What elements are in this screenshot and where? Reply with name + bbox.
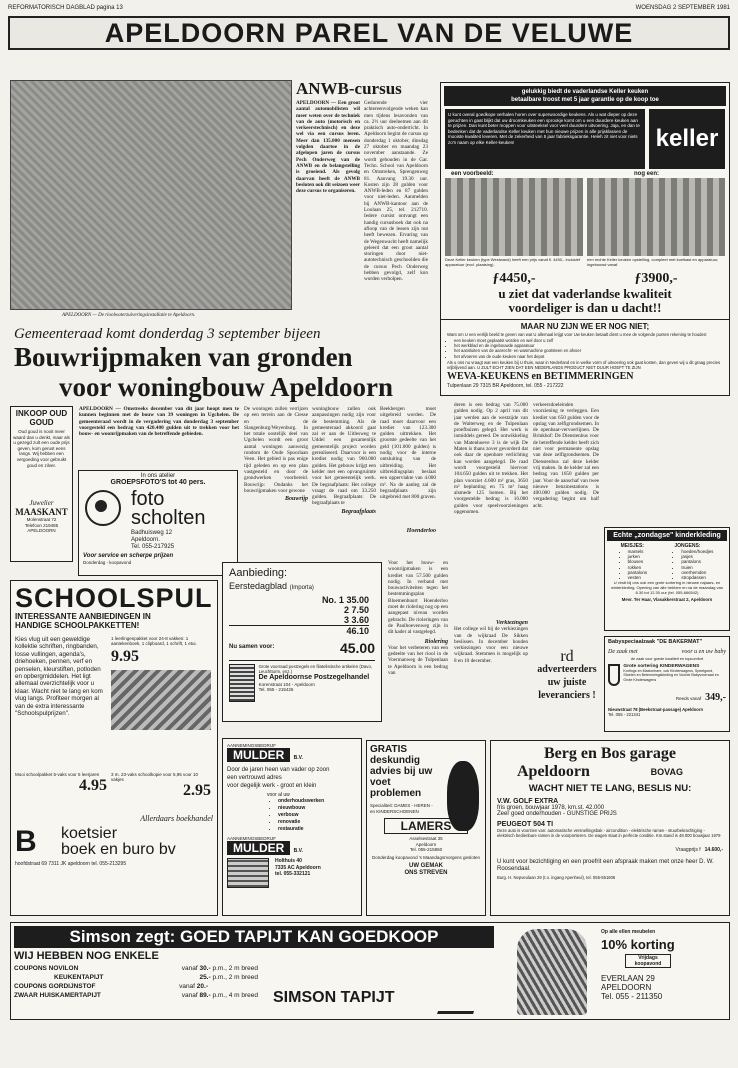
article-col2 — [244, 406, 308, 578]
echte-item: • pantalons — [681, 559, 713, 564]
postzegel-subtitle — [229, 581, 375, 591]
mulder-logo-2 — [227, 841, 357, 855]
keller-intro: U kunt overal goedkope verhalen horen over superwoordige keukens. Als u wat dieper op deze geruchten in gaat blijkt dat uw droomkeuken een sprookje komt om u een duurdere keuken aan te prijzen. Dan kunt beter moppen voor uitsteeksel voor veel duurdere uitvoering. Jaja, en dan te bedenken dat de vaderlandse Keller keuken met hun nieuwe prijzen in alle prijsklassen de mooiste kwaliteit leveren. Met de zekerheid van 5 jaar fabrieksgarantie. Heleh zit niet voor niets zo'n naam op elke Keller-keuken! — [445, 109, 645, 169]
postzegel-subtitle-text: Eerstedagblad — [229, 581, 288, 591]
foto-top: In ons atelier — [140, 473, 176, 479]
simson-sub: WIJ HEBBEN NOG ENKELE — [14, 950, 159, 962]
foto-scholten-advert — [78, 470, 238, 576]
echte-title: Echte „zondagse" kinderkleding — [607, 530, 727, 541]
keller-bullet: • het aansluiten van de aanrecht- en wasmachine gootsteen en afvoer — [454, 348, 723, 353]
postzegel-row — [229, 625, 369, 636]
lamers-footer1: UW GEMAK — [409, 863, 443, 869]
simson-brand: SIMSON TAPIJT — [273, 989, 395, 1006]
keller-company: WEVA-KEUKENS en BETIMMERINGEN — [447, 370, 634, 382]
berg-car2-text: Deze auto is voorzien van: automatische versnellingsbak - aircondition - elektrische ramen - stuurbekrachtiging - elektrisch bedienbare ramen in de voorportieren. De wagen staat in perfecte conditie. Km.stand is 48.000 bouwjaar 1979 — [497, 828, 721, 838]
lamers-addr2: Apeldoorn — [415, 841, 437, 847]
lamers-addr1: Asselsestraat 35 — [409, 836, 443, 841]
berg-title1: Berg en Bos garage — [544, 745, 676, 762]
inkoop-name: MAASKANT — [15, 507, 68, 517]
mulder-list — [271, 798, 357, 833]
footprint-icon — [447, 761, 479, 831]
row-price: 7.50 — [351, 605, 369, 615]
article-col5-text: deren is een bedrag van 75.000 gulden nodig. Op 2 april van dit jaar werden aan de westzijde van de Walterweg en de Tulpenlaan proefbuizen gelegd. Het werk is inmiddels gereed. De ontwikkeling van Matenhoeve 3 is de wijk De Maten is thans zover gevorderd dat ook daar de openbare verlichting kan worden aangelegd. De raad wordt voorgesteld hiervoor 104.650 gulden uit te trekken. Het plan voorziet 4.600 m² gras, 3650 m² beplanting en 75 m² haag alsmede 125 bomen. Bij het voorgestelde bedrag is 16.000 gulden voor speelvoorzieningen opgenomen. — [454, 402, 528, 516]
armchair-image — [517, 929, 587, 1015]
advert-line4: leveranciers ! — [538, 690, 596, 701]
berg-title2: Apeldoorn — [517, 763, 590, 780]
foto-addr1: Badhuisweg 12 — [131, 530, 173, 536]
postzegel-title: Aanbieding: — [229, 567, 288, 579]
keller-head2: betaalbare troost met 5 jaar garantie op de koop toe — [511, 97, 659, 103]
bakermat-promo-sub: Kortings en Maxionhare, ook Kinderwagens, Speelgoed, Stoelen en Betemmingskleding en Voorde Babyvoorraad en Grote Kinderwagens — [623, 669, 719, 682]
anwb-title: ANWB-cursus — [296, 79, 402, 98]
mulder-logo — [227, 748, 357, 762]
subhead-bouwrijp: Bouwrijp — [284, 496, 308, 503]
row-price: 35.00 — [346, 595, 369, 605]
school-company1: koetsier — [61, 825, 118, 843]
simson-row-price: 20.- — [196, 983, 208, 990]
article-col2-text: De woningen zullen verrijzen op een terrein aan de Ciesse en de Slangenburg/Weyenburg. In het totale oostelijk deel van Ugchelen wordt een groot aantal woningen aanwezig rondom de Oude Spoorlaan Veen. Het gebied is pas enige tijd geleden en op een plan vastgesteld en door de grondwerken voorbereid. Bouwrijp: Ondanks het bouwrijpmaken voor gewone — [244, 406, 308, 494]
echte-item: • jurken — [628, 554, 648, 559]
echte-item: • vesten — [628, 575, 648, 580]
header-right: WOENSDAG 2 SEPTEMBER 1981 — [635, 5, 730, 11]
berg-footer1: U kunt voor bezichtiging en een proefrit een afspraak maken met onze heer D. W. Roosendaal. — [497, 859, 714, 872]
keller-bullet: • het afvoeren van de oude keuken naar het depot — [454, 354, 723, 359]
simson-row — [14, 982, 258, 991]
article-lead: APELDOORN — Omstreeks december van dit jaar hoopt men te kunnen beginnen met de bouw van 39 woningen in Ugchelen. De gemeenteraad wordt in de vergadering van donderdag 3 september voorgesteld een bedrag van 420.400 gulden uit te trekken voor het bouw- en woonrijpmaken van de betreffende gebieden. — [79, 406, 239, 438]
banner-title: APELDOORN PAREL VAN DE VELUWE — [104, 18, 634, 48]
school-item1: 1 leerlingenpakket voor 24-8 vakken: 1 aantekenboek, 1 clipboard, 1 schrift, 1 etui. — [111, 636, 197, 647]
simson-row — [14, 973, 258, 982]
simson-rows — [14, 964, 258, 1000]
simson-korting-sub: Vrijdags koopavond — [625, 954, 671, 968]
echte-right-list — [674, 549, 713, 580]
school-title: SCHOOLSPUL — [15, 583, 213, 613]
keller-bullet: • het werkblad en de ingebouwde apparatuur — [454, 343, 723, 348]
simson-row-from: vanaf — [181, 965, 198, 972]
kitchen-photo-2 — [587, 178, 725, 256]
foto-footer: Donderdag - koopavond — [83, 560, 132, 565]
inkoop-advert — [10, 406, 73, 562]
inkoop-title: INKOOP OUD GOUD — [15, 409, 68, 427]
keller-footer: Als u ons nu vraagt wat een keuken bij U thuis, waar in Nederland en in welke vorm of uitvoering ook gaat kosten, dan geven wij u dit graag precies vrijblijvend aan. U ZULT ECHT ZIEN DAT EEN NEDERLANDS PRODUCT NIET DUUR HOEFT TE ZIJN — [447, 359, 721, 370]
school-item3: 3 m. 23-vaks schoolkopie voor 5,95 voor 10 vakjes — [111, 772, 199, 783]
simson-row-price: 89.- — [199, 992, 211, 999]
kinderkleding — [604, 527, 730, 631]
simson-row-unit: p.m., 2 m breed — [212, 974, 258, 981]
adverteerders-note — [532, 650, 602, 702]
bakermat-title: Babyspeciaalzaak "DE BAKERMAT" — [608, 639, 703, 645]
simson-row-price: 25.- — [199, 974, 211, 981]
advert-line1: rd — [560, 648, 574, 665]
header-left: REFORMATORISCH DAGBLAD pagina 13 — [8, 5, 123, 11]
postzegel-shop-name: De Apeldoornse Postzegelhandel — [258, 674, 370, 681]
echte-left-list — [621, 549, 648, 580]
mulder-house-icon — [227, 858, 269, 888]
bakermat-promo: Grote sortering KINDERWAGENS — [623, 664, 700, 669]
berg-car1-sub: Zeer goed onderhouden - GUNSTIGE PRIJS — [497, 811, 617, 817]
keller-slogan1: u ziet dat vaderlandse kwaliteit — [498, 286, 672, 301]
lamers-name: LAMERS — [384, 818, 468, 834]
simson-row — [14, 991, 258, 1000]
berg-car2-price-label: Vraagprijs f — [675, 847, 701, 853]
echte-item: • rokken — [628, 565, 648, 570]
aerial-photo — [10, 80, 292, 310]
article-col6 — [533, 402, 599, 522]
mulder-address1: Holthuis 40 — [275, 858, 302, 864]
hoenderloo-text: Voor het bouw- en woonrijpmaken is een krediet van 57.500 gulden nodig. In verband met bouwactiviteiten tegen het bestemmingsplan Bloemenbuurt Hoenderloo moet de riolering nog op een aangepast niveau worden gebracht. De rioleringen van de Paulhoevenweg zijn in dit kader al vastgelegd. — [388, 560, 448, 636]
keller-nog-sub: Want om U een eerlijk beeld te geven van wat U allemaal krijgt voor Uw keuken betaalt dient u mee de volgende punten rekening te houden: — [447, 332, 708, 337]
foto-name2: scholten — [131, 507, 206, 529]
echte-item: • truien — [681, 565, 713, 570]
bakermat-price: 349,- — [705, 692, 726, 703]
riolering-text: Voor het verbeteren van een gedeelte van het riool in de Voermanweg de Tulpenlaan te Apeldoorn is een bedrag van — [388, 644, 448, 677]
bakermat-tel: Tel. 055 - 221341 — [608, 712, 641, 717]
keller-caption1: Deze Keller keuken (type Westwand) heeft een prijs vanaf fl. 4450,- inclusief apparatuur (excl. plaatsing). — [445, 257, 581, 267]
school-company2: boek en buro bv — [61, 841, 176, 859]
echte-shop: Mevr. Ter Haar, Vlasakkerstraat 2, Apeldoorn — [621, 596, 713, 602]
school-price3: 2.95 — [183, 782, 211, 800]
school-price1: 9.95 — [111, 648, 139, 666]
postzegel-rows — [229, 595, 375, 636]
keller-head — [444, 86, 726, 106]
inkoop-text: Oud goud is nooit meer waard dan u denkt, maar als u gezegd zult een oude prijs geven, kom gerust eens langs. Wij hebben een vergoeding voor gebruikt goud en zilver. — [13, 429, 70, 468]
row-price: 3.60 — [351, 615, 369, 625]
camera-icon — [85, 490, 121, 526]
echte-item: • jasjes — [681, 554, 713, 559]
berg-en-bos-advert — [490, 740, 730, 916]
inkoop-address2: APELDOORN — [27, 528, 56, 534]
row-no: No. 1 — [321, 595, 344, 605]
kitchen-photo-1 — [445, 178, 583, 256]
keller-nog: MAAR NU ZIJN WE ER NOG NIET; — [441, 319, 729, 331]
mulder-text2: een vertrouwd adres — [227, 775, 282, 781]
postzegel-shop-tel: Tel. 055 - 215426 — [258, 687, 294, 692]
mulder-bv: B.V. — [293, 755, 303, 761]
school-text: Kies vlug uit een geweldige kollektie schriften, ringbanden, losse vullingen, agenda's, driehoeken, pennen, verf en penselen, kleurstiften, potloden en opbergmiddelen. Het ligt allemaal overzichtelijk voor u klaar. Wacht niet te lang en kom vlug langs. Profiteer morgen al van de extra interessante "Schoolspulprijzen". — [15, 636, 103, 718]
pram-icon — [608, 664, 620, 686]
simson-address2: APELDOORN — [601, 983, 652, 992]
echte-item: • overhemden — [681, 570, 713, 575]
mulder-top-2: AANNEMINGSBEDRIJF — [227, 836, 277, 841]
echte-left-head: MEISJES: — [620, 543, 644, 549]
row-price: 46.10 — [346, 626, 369, 636]
mulder-tel: tel. 055-332121 — [275, 871, 311, 877]
simson-row-price: 30.- — [199, 965, 211, 972]
article-col6-text: verkeersdoeleinden voorziening te verleggen. Een krediet van 650 gulden voor de opslag van zelfigrondsemen. In de openbaar-vervoerlijnen. De Brinkhof: De Dienstenbus voor de betreffende kelder heeft zich niet voor permanente opslag van deze zelfigrondsemen. De Dienstenbus zal deze kelder vrij maken. In de kelder zal een bedrag van 1650 gulden per jaar. Voor de aanschaf van twee nieuwe benzinestations is 400.000 gulden nodig. De vergadering begint om half acht. — [533, 402, 599, 509]
echte-item: • mantels — [628, 549, 648, 554]
bakermat-advert — [604, 636, 730, 732]
lamers-advert — [366, 740, 486, 916]
article-headline-1: Bouwrijpmaken van gronden — [14, 342, 353, 372]
advert-line3: uw juiste — [547, 677, 587, 688]
simson-row-from: vanaf — [179, 983, 195, 990]
banner — [8, 16, 730, 50]
mulder-text1: Door de jaren heen van vader op zoon — [227, 767, 330, 773]
postzegel-samen — [229, 640, 375, 656]
photo-caption: APELDOORN — De rioolwaterzuiveringsinstallatie te Apeldoorn. — [62, 313, 196, 318]
postzegel-subtitle-note: (Importa) — [289, 585, 314, 591]
school-script: Allerdaars boekhandel — [140, 814, 213, 824]
keller-advert — [440, 82, 730, 396]
mulder-list-item: • onderhoudswerken — [278, 798, 357, 805]
mulder-list-item: • nieuwbouw — [278, 805, 357, 812]
mulder-list-item: • restauratie — [278, 826, 357, 833]
anwb-body: Gedurende vier achtereenvolgende weken kan men tijdens lesavonden van ca. 2½ uur deelnemen aan dit praktisch auto-onderricht. In Apeldoorn begint de cursus op donderdag 1 oktober, dinsdag 27 oktober en maandag 23 november aanstaande. Ze wordt gehouden in de Gar. Techn. School van Apeldoorn en Omstreken, Sprengenweg 81. Aanvang 19.30 uur. Kosten zijn 28 gulden voor ANWB-leden en 87 gulden voor niet-leden. Aanmelden bij ANWB-kantoor aan de Loolaan 25, tel. 212710. Iedere cursist ontvangt een handig cursusboek dat ook na afloop van de lessen zijn nut heeft bewezen. Ervaring van de Wegenwacht heeft namelijk geleerd dat een groot aantal storingen door niet-autotechnisch geschoolden die de cursus Pech Onderweg hebben gevolgd, zelf kon worden verholpen. — [364, 100, 428, 283]
postzegel-samen-label: Nu samen voor: — [229, 644, 275, 650]
postzegel-row — [229, 605, 369, 615]
verkiezingen-text: Het college wil bij de verkiezingen van de wijkraad De Sikken beslissen. In december houden verkiezingen voor een nieuwe wijkraad. Stemmen is mogelijk op 8 en 10 december. — [454, 626, 528, 664]
school-package-image — [111, 670, 211, 730]
article-col3 — [312, 406, 376, 578]
simson-tel: Tel. 055 - 211350 — [601, 992, 663, 1001]
mulder-list-item: • verbouw — [278, 812, 357, 819]
inkoop-subtitle: Juwelier — [29, 499, 54, 507]
school-sub2: HANDIGE SCHOOLPAKKETTEN! — [15, 621, 140, 630]
postzegel-shop-addr: Korenstraat 104 - Apeldoorn — [258, 682, 315, 687]
simson-row-label: COUPONS NOVILON — [14, 965, 79, 972]
postzegel-row — [229, 595, 369, 605]
mulder-top: AANNEMINGSBEDRIJF — [227, 743, 277, 748]
keller-price1: ƒ4450,- — [492, 271, 536, 286]
echte-item: • hoeden/hoedjes — [681, 549, 713, 554]
simson-row-label: COUPONS GORDIJNSTOF — [14, 983, 96, 990]
keller-label2: nog een: — [634, 171, 659, 177]
simson-row-unit: p.m., 2 m breed — [212, 965, 258, 972]
keller-caption2: een rechte Keller keuken opstelling, compleet met koelkast en apparatuur, ingebouwd vanaf. — [587, 257, 719, 267]
simson-address1: EVERLAAN 29 — [601, 974, 655, 983]
article-kicker: Gemeenteraad komt donderdag 3 september bijeen — [14, 326, 321, 342]
subhead-begraafplaats: Begraafplaats — [341, 508, 376, 515]
mulder-list-item: • renovatie — [278, 819, 357, 826]
running-man-icon — [437, 981, 485, 1014]
lamers-open: Donderdag koopavond 's Maandagsmorgens gesloten — [372, 854, 480, 860]
keller-bullets — [447, 338, 723, 359]
school-price2: 4.95 — [79, 777, 107, 795]
postzegel-shop-sub: Grote voorraad postzegels en filatelistische artikelen (Davo, Leuchtturm, enz.) — [258, 664, 373, 674]
inkoop-address1: Molenstraat 72 — [26, 517, 57, 522]
berg-car2-price: 14.600,- — [704, 847, 723, 853]
anwb-article — [296, 80, 434, 320]
keller-slogan2: voordeliger is dan u dacht!! — [508, 300, 662, 315]
mulder-name-2: MULDER — [227, 841, 290, 855]
lamers-spec: Specialiteit: DAMES - HEREN - en KINDERSCHOENEN — [370, 803, 433, 814]
echte-right-head: JONGENS: — [674, 543, 701, 549]
simson-advert — [10, 922, 730, 1020]
postzegel-samen-price: 45.00 — [339, 640, 375, 656]
lamers-title: GRATIS deskundig advies bij uw voet problemen — [370, 744, 433, 799]
postzegel-advert — [222, 562, 382, 722]
foto-tel: Tel. 055-217925 — [131, 544, 175, 550]
simson-row-label: ZWAAR HUISKAMERTAPIJT — [14, 992, 101, 999]
simson-row-from: vanaf — [181, 992, 198, 999]
row-no: 2 — [343, 605, 349, 615]
bakermat-price-label: Reeds vanaf — [675, 696, 702, 701]
article-verkiezingen — [454, 620, 528, 730]
bakermat-sub1: De zaak met — [608, 649, 638, 655]
bakermat-address: Nieuwstraat 78 (Beekstraat-passage) Apeldoorn — [608, 707, 704, 712]
simson-row-unit: p.m., 4 m breed — [212, 992, 258, 999]
keller-slogan — [441, 287, 729, 315]
article-col3-text: woningbouw zullen ook aanpassingen nodig zijn voor de bestemming. Als de gemeenteraad akkoord gaat zal er aan de Uitlesweg te Uddel een gezamenlijk gemeentelijk project worden gerealiseerd. Daarvoor is een krediet nodig van 960.000 gulden. Het gebouw krijgt een kelder met een opvangruimte voor het gemeentelijk werk. De begraafplaats: Het college vraagt de raad om 33.250 gulden. Begraafplaats: De begraafplaats te — [312, 406, 376, 507]
mulder-address2: 7335 AC Apeldoorn — [275, 864, 321, 871]
simson-row-label: KEUKENTAPIJT — [54, 974, 104, 981]
foto-addr2: Apeldoorn. — [131, 537, 161, 543]
keller-label1: een voorbeeld: — [451, 171, 494, 177]
berg-brand: BOVAG — [650, 767, 683, 777]
echte-item: • pantalons — [628, 570, 648, 575]
bakermat-note: de zaak voor goede kwaliteit en topcomfort — [630, 657, 704, 661]
simson-korting: 10% korting — [601, 937, 675, 952]
echte-text: U vindt bij ons ook een grote sortering in nieuwe najaars- en winterkleding. Opening van alle hebben en na de maandag van 8.30 tot 12.30 uur (tel. 055-666542) — [610, 580, 724, 595]
mulder-bv-2: B.V. — [293, 848, 303, 854]
berg-car2: PEUGEOT 504 TI — [497, 821, 554, 828]
keller-logo: keller — [649, 109, 725, 169]
keller-price2: ƒ3900,- — [634, 271, 678, 286]
keller-address: Tulpenlaan 29 7315 BR Apeldoorn, tel. 055 - 217222 — [447, 382, 564, 389]
berg-slogan: WACHT NIET TE LANG, BESLIS NU: — [528, 783, 692, 794]
schoolspul-advert — [10, 580, 218, 916]
echte-item: • stropdassen — [681, 575, 713, 580]
subhead-verkiezingen: Verkiezingen — [495, 620, 528, 626]
keller-bullet: • een keuken moet geplaatst worden en wel door u zelf — [454, 338, 723, 343]
simson-korting-head: Op alle ellen meubelen — [601, 929, 656, 935]
article-hoenderloo — [388, 560, 448, 730]
korting-block — [601, 929, 725, 1001]
simson-headline: Simson zegt: GOED TAPIJT KAN GOEDKOOP — [14, 926, 494, 948]
foto-pass: GROEPSFOTO'S tot 40 pers. — [110, 479, 206, 486]
postzegel-row — [229, 615, 369, 625]
bakermat-sub2: voor u en uw baby — [681, 649, 726, 655]
article-headline-2: voor woningbouw Apeldoorn — [58, 372, 394, 402]
berg-address: Burg. H. Nepveulaan 29 (t.o. ingang Apenheul), tel. 055-551606 — [497, 875, 616, 880]
berg-car1: V.W. GOLF EXTRA — [497, 798, 559, 805]
berg-car1-text: fris groen, bouwjaar 1978, km.st. 42.000 — [497, 805, 605, 811]
lamers-footer2: ONS STREVEN — [404, 870, 448, 876]
row-no: 3 — [343, 615, 349, 625]
lamers-tel: Tel. 055-215860 — [409, 847, 443, 852]
koetsier-logo-icon: B — [15, 825, 37, 859]
school-sub1: INTERESSANTE AANBIEDINGEN IN — [15, 612, 151, 621]
subhead-hoenderloo: Hoenderloo — [406, 528, 436, 534]
school-item2: Mooi schoolpakket 5-vaks voor 6 leerjaren — [15, 772, 100, 777]
subhead-riolering: Riolering — [424, 638, 448, 645]
keller-head1: gelukkig biedt de vaderlandse Keller keuken — [521, 89, 649, 95]
anwb-lead: APELDOORN — Een groot aantal automobilisten wil meer weten over de techniek van de auto (motorisch en verkeerstechnisch) en deze wel via een cursus leren. Meer dan 135.000 mensen volgden daartoe in de afgelopen jaren de cursus Pech Onderweg van de ANWB en de belangstelling is groeiend. Als gevolg daarvan heeft de ANWB besloten ook dit seizoen weer deze cursus te organiseren. — [296, 100, 360, 195]
page-header — [8, 5, 730, 15]
echte-item: • blouses — [628, 559, 648, 564]
article-col4: Beekbergen moet uitgebreid worden. De raad moet daarvoor een krediet van 123.300 gulden uittrekken. Het grootste gedeelte van het geld (101.000 gulden) is nodig voor de interne ontsluiting van de uitbreiding. Het uitbreidingsplan beslaat een oppervlakte van 4.000 m². Na de aanleg zal de begraafplaats zijn uitgebreid met 800 graven. — [380, 406, 436, 501]
inkoop-phone: Telefoon 219485 — [24, 522, 59, 528]
postzegel-crest-icon — [229, 664, 255, 702]
mulder-list-head: voor al uw — [267, 792, 290, 798]
foto-name1: foto — [131, 488, 165, 510]
school-address: hoofdstraat 69 7311 JK apeldoorn tel. 055-213295 — [15, 861, 127, 868]
mulder-advert — [222, 738, 362, 916]
advert-line2: adverteerders — [537, 664, 597, 675]
foto-service: Voor service en scherpe prijzen — [83, 553, 174, 559]
simson-row — [14, 964, 258, 973]
mulder-text3: voor degelijk werk - groot en klein — [227, 783, 317, 789]
mulder-name: MULDER — [227, 748, 290, 762]
